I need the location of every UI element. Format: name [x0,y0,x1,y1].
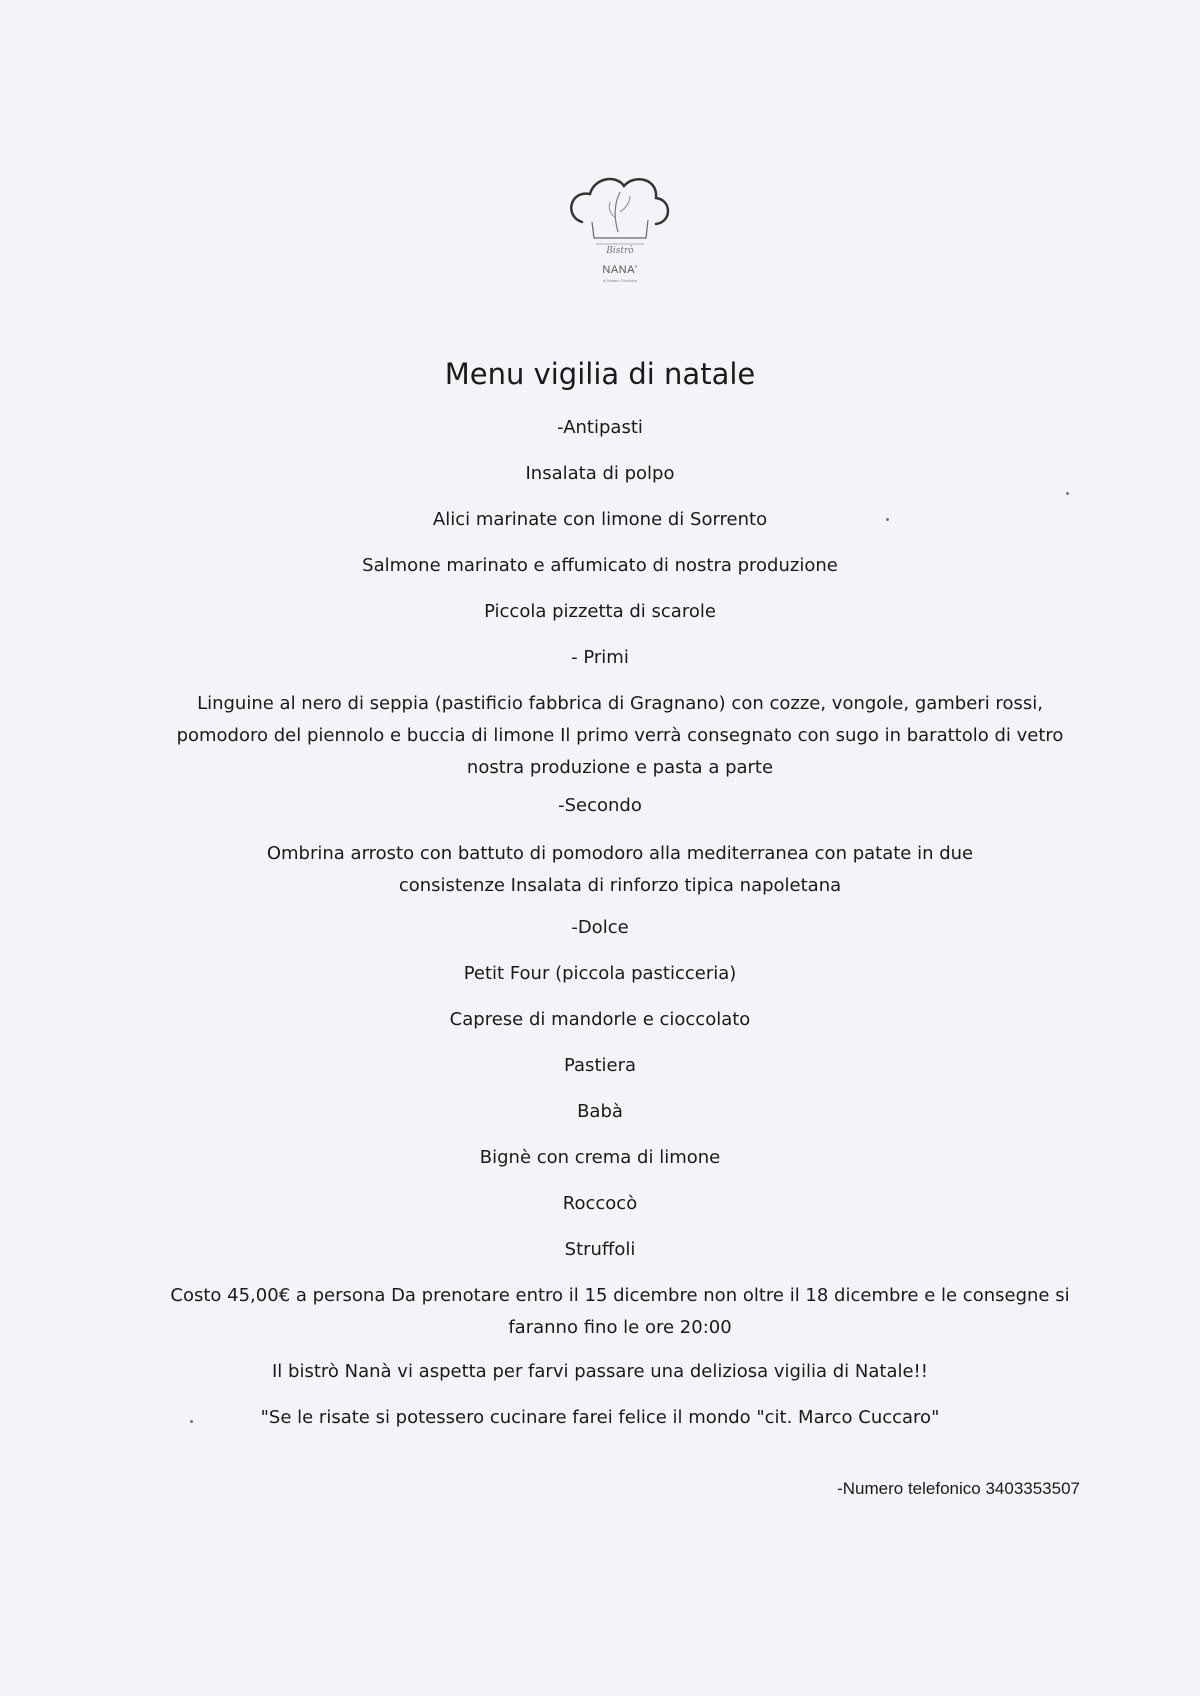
menu-item: Insalata di polpo [525,463,675,484]
menu-item: Alici marinate con limone di Sorrento [432,509,768,530]
paper-speck [1066,492,1069,495]
logo-name: NANA' [602,264,638,276]
bistro-logo [560,172,680,302]
section-heading-secondo: -Secondo [558,795,642,816]
secondo-description: Ombrina arrosto con battuto di pomodoro alla mediterranea con patate in due consistenze Insalata di rinforzo tipica napoletana [266,843,974,896]
invite-text: Il bistrò Nanà vi aspetta per farvi passare una deliziosa vigilia di Natale!! [272,1361,928,1382]
menu-item: Salmone marinato e affumicato di nostra produzione [362,555,838,576]
menu-item: Piccola pizzetta di scarole [484,601,716,622]
paper-speck [886,518,889,521]
menu-item: Roccocò [562,1193,638,1214]
phone-number: -Numero telefonico 3403353507 [837,1479,1080,1498]
quote-text: "Se le risate si potessero cucinare farei felice il mondo "cit. Marco Cuccaro" [260,1407,940,1428]
menu-item: Pastiera [563,1055,637,1076]
menu-item: Bignè con crema di limone [479,1147,721,1168]
menu-item: Babà [577,1101,623,1122]
price-note: Costo 45,00€ a persona Da prenotare entro il 15 dicembre non oltre il 18 dicembre e le consegne si faranno fino le ore 20:00 [170,1285,1070,1338]
menu-title: Menu vigilia di natale [444,357,756,391]
menu-item: Caprese di mandorle e cioccolato [449,1009,751,1030]
primi-description: Linguine al nero di seppia (pastificio fabbrica di Gragnano) con cozze, vongole, gamberi rossi, pomodoro del piennolo e buccia di limone Il primo verrà consegnato con sugo in barattolo di vetro nostra produzione e pasta a parte [176,693,1064,778]
paper-speck [190,1420,193,1423]
logo-script-text: Bistrò [606,246,634,256]
menu-item: Struffoli [564,1239,636,1260]
section-heading-dolce: -Dolce [571,917,629,938]
menu-item: Petit Four (piccola pasticceria) [463,963,737,984]
logo-subtitle: di Matteo Giordano [602,278,638,283]
section-heading-antipasti: -Antipasti [557,417,643,438]
section-heading-primi: - Primi [571,647,629,668]
